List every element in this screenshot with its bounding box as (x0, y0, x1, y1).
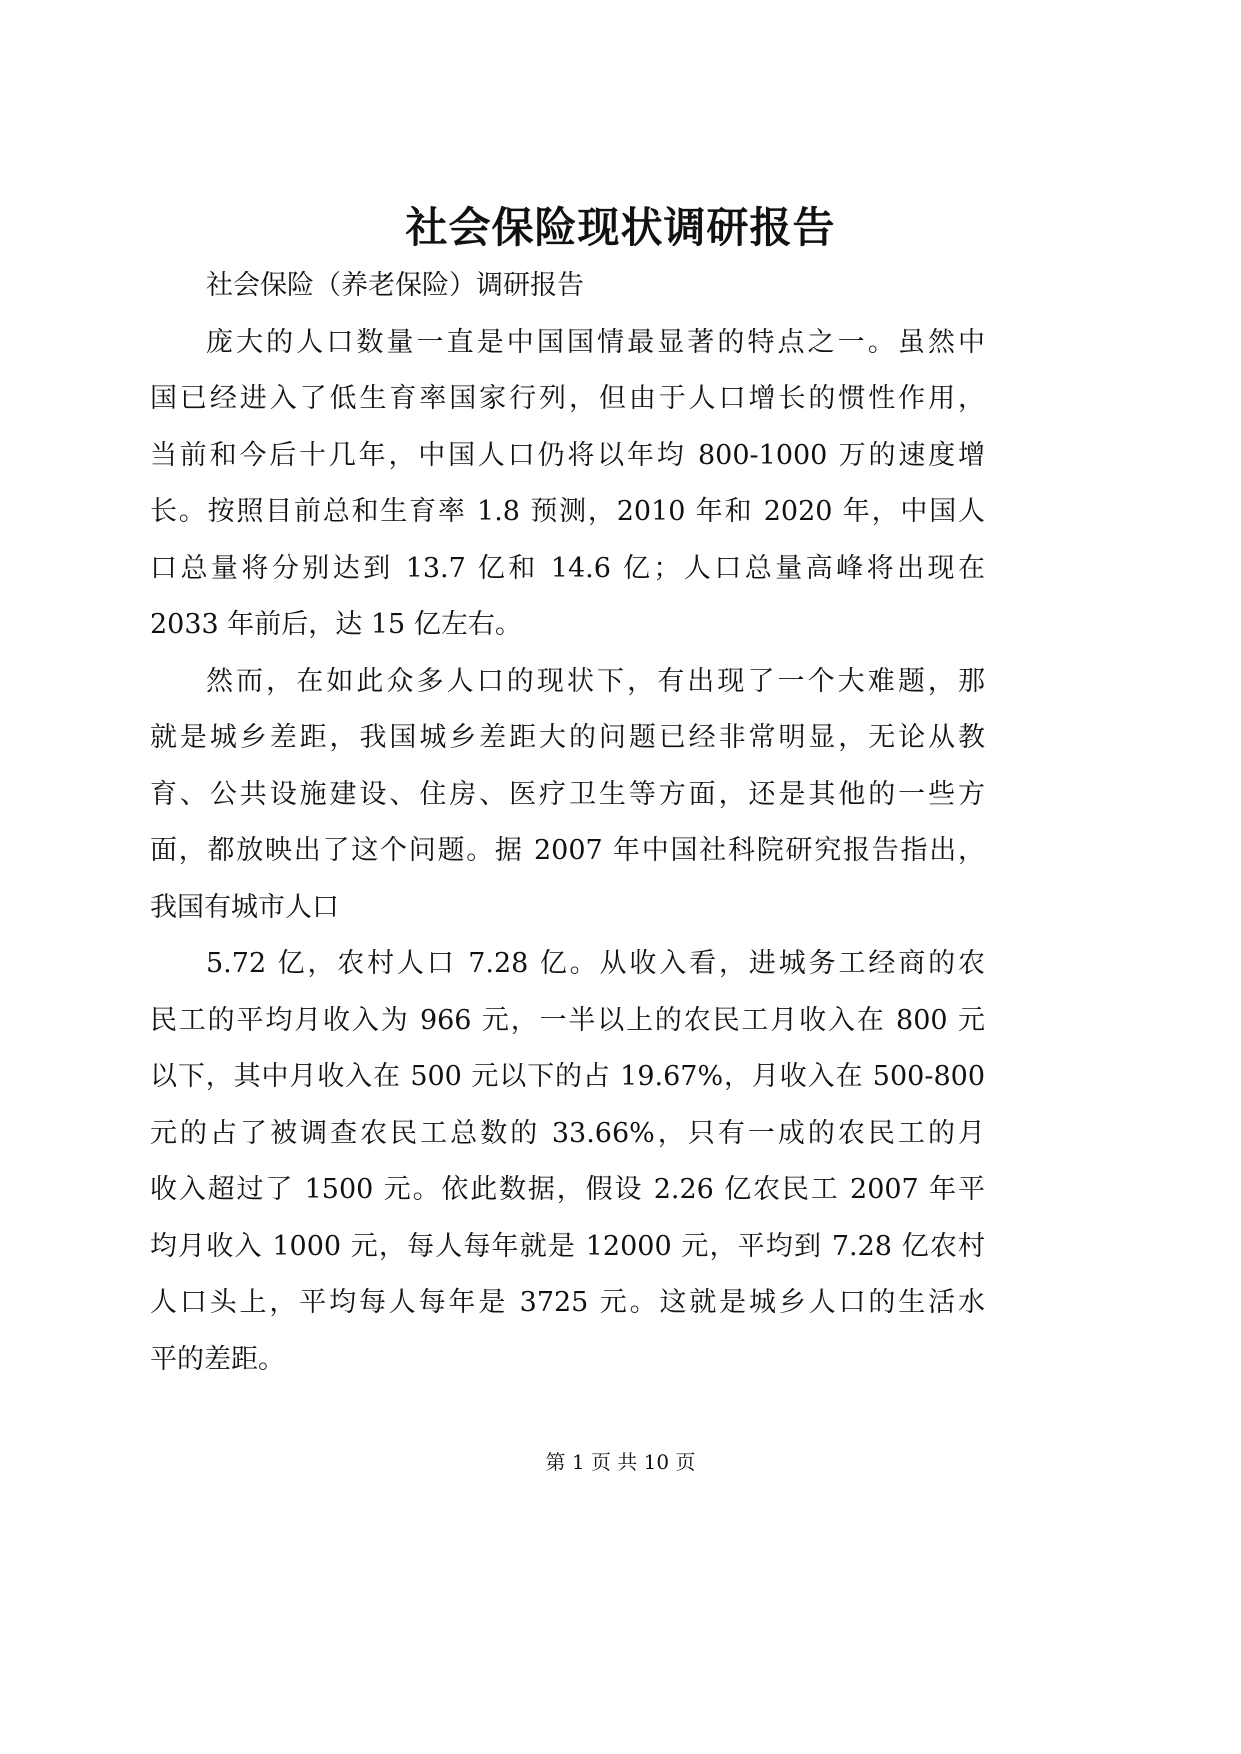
paragraph-line: 收入超过了 1500 元。依此数据，假设 2.26 亿农民工 2007 年平 (150, 1174, 985, 1205)
paragraph-line: 然而，在如此众多人口的现状下，有出现了一个大难题，那 (206, 665, 985, 697)
paragraph-line: 我国有城市人口 (150, 891, 339, 923)
paragraph-line: 长。按照目前总和生育率 1.8 预测，2010 年和 2020 年，中国人 (150, 496, 985, 527)
paragraph-line: 以下，其中月收入在 500 元以下的占 19.67%，月收入在 500-800 (150, 1061, 985, 1092)
page-number-footer: 第 1 页 共 10 页 (545, 1450, 696, 1474)
paragraph-line: 人口头上，平均每人每年是 3725 元。这就是城乡人口的生活水 (150, 1287, 985, 1318)
paragraph-line: 均月收入 1000 元，每人每年就是 12000 元，平均到 7.28 亿农村 (150, 1230, 985, 1262)
document-body (150, 258, 985, 1388)
paragraph-line: 5.72 亿，农村人口 7.28 亿。从收入看，进城务工经商的农 (206, 948, 985, 979)
paragraph-line: 口总量将分别达到 13.7 亿和 14.6 亿；人口总量高峰将出现在 (150, 552, 985, 584)
paragraph-line: 平的差距。 (150, 1343, 285, 1375)
paragraph-line: 当前和今后十几年，中国人口仍将以年均 800-1000 万的速度增 (150, 439, 985, 471)
paragraph-line: 民工的平均月收入为 966 元，一半以上的农民工月收入在 800 元 (150, 1004, 985, 1036)
paragraph-1 (150, 315, 985, 654)
document-title: 社会保险现状调研报告 (405, 203, 836, 252)
paragraph-line: 庞大的人口数量一直是中国国情最显著的特点之一。虽然中 (206, 326, 985, 358)
paragraph-line: 国已经进入了低生育率国家行列，但由于人口增长的惯性作用， (150, 383, 985, 414)
paragraph-line: 育、公共设施建设、住房、医疗卫生等方面，还是其他的一些方 (150, 778, 985, 810)
paragraph-line: 2033 年前后，达 15 亿左右。 (150, 609, 522, 640)
paragraph-line: 就是城乡差距，我国城乡差距大的问题已经非常明显，无论从教 (150, 722, 985, 753)
paragraph-3 (150, 936, 985, 1388)
paragraph-line: 面，都放映出了这个问题。据 2007 年中国社科院研究报告指出， (150, 835, 985, 866)
paragraph-2 (150, 654, 985, 937)
paragraph-line: 元的占了被调查农民工总数的 33.66%，只有一成的农民工的月 (150, 1117, 985, 1149)
document-subtitle: 社会保险（养老保险）调研报告 (206, 270, 584, 301)
